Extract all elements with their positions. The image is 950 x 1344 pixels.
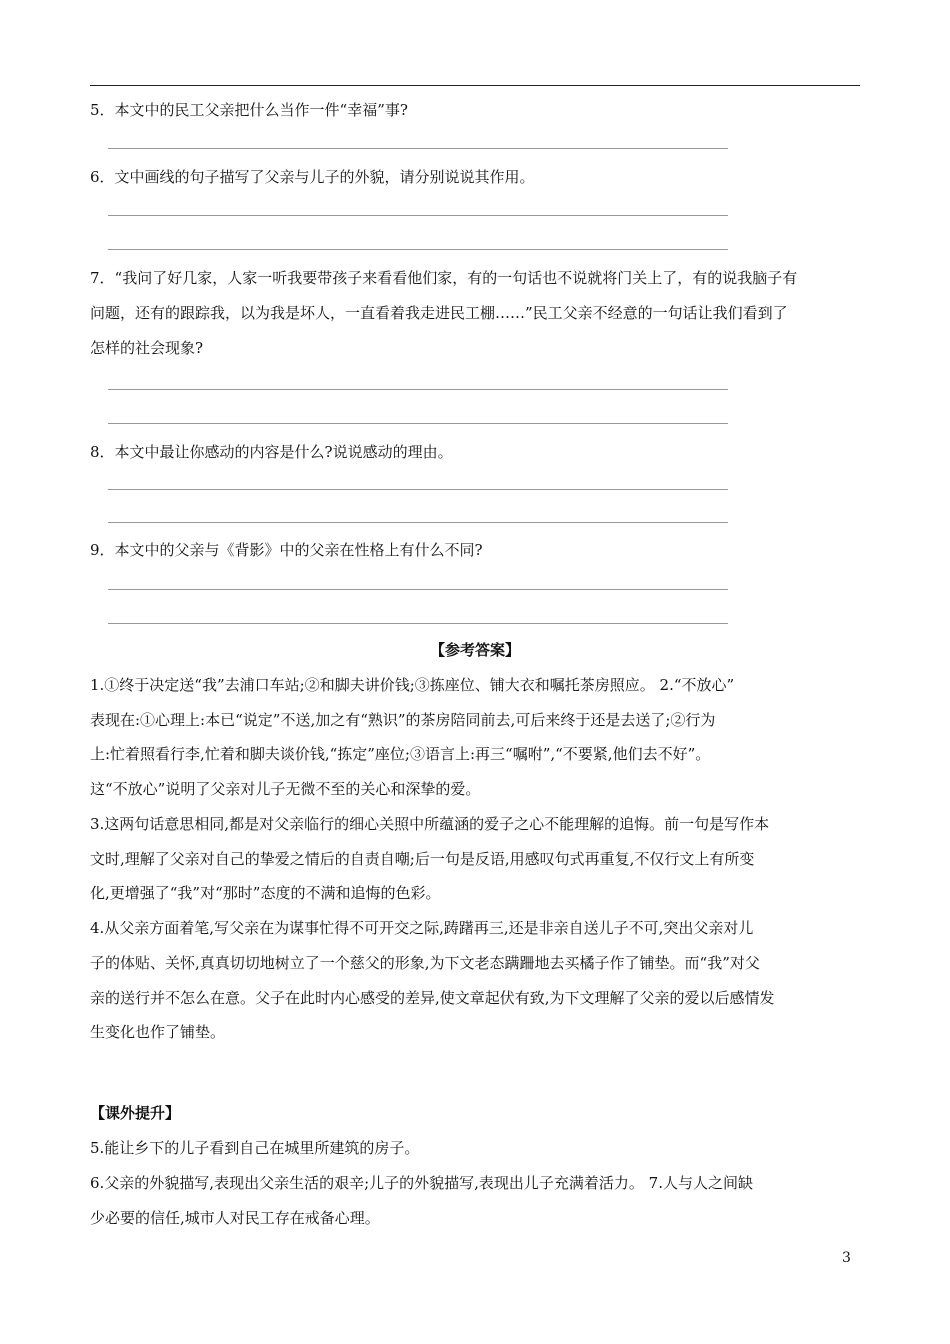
answer-line: [108, 589, 728, 590]
question-6: 6．文中画线的句子描写了父亲与儿子的外貌，请分别说说其作用。: [90, 168, 535, 186]
extra-text-line: 5.能让乡下的儿子看到自己在城里所建筑的房子。: [90, 1139, 420, 1157]
answer-text-line: 化,更增强了“我”对“那时”态度的不满和追悔的色彩。: [90, 884, 441, 902]
answer-text-line: 亲的送行并不怎么在意。父子在此时内心感受的差异,使文章起伏有致,为下文理解了父亲的爱以后感情发: [90, 989, 775, 1007]
answer-line: [108, 522, 728, 523]
answer-text-line: 这“不放心”说明了父亲对儿子无微不至的关心和深挚的爱。: [90, 780, 481, 798]
answer-line: [108, 215, 728, 216]
question-9: 9．本文中的父亲与《背影》中的父亲在性格上有什么不同?: [90, 541, 483, 559]
answer-line: [108, 148, 728, 149]
answer-text-line: 子的体贴、关怀,真真切切地树立了一个慈父的形象,为下文老态蹒跚地去买橘子作了铺垫。而“我”对父: [90, 954, 760, 972]
answer-line: [108, 423, 728, 424]
answer-line: [108, 623, 728, 624]
extra-text-line: 少必要的信任,城市人对民工存在戒备心理。: [90, 1209, 380, 1227]
answer-line: [108, 489, 728, 490]
question-8: 8．本文中最让你感动的内容是什么?说说感动的理由。: [90, 443, 453, 461]
extra-text-line: 6.父亲的外貌描写,表现出父亲生活的艰辛;儿子的外貌描写,表现出儿子充满着活力。 7.人与人之间缺: [90, 1174, 753, 1192]
answer-text-line: 生变化也作了铺垫。: [90, 1023, 226, 1041]
answer-text-line: 4.从父亲方面着笔,写父亲在为谋事忙得不可开交之际,踌躇再三,还是非亲自送儿子不可,突出父亲对儿: [90, 919, 754, 937]
question-7-line-1: 7．“我问了好几家，人家一听我要带孩子来看看他们家，有的一句话也不说就将门关上了，有的说我脑子有: [90, 269, 798, 287]
header-rule: [90, 85, 860, 86]
answer-text-line: 1.①终于决定送“我”去浦口车站;②和脚夫讲价钱;③拣座位、铺大衣和嘱托茶房照应。 2.“不放心”: [90, 676, 735, 694]
answers-heading: 【参考答案】: [429, 641, 520, 659]
answer-text-line: 3.这两句话意思相同,都是对父亲临行的细心关照中所蕴涵的爱子之心不能理解的追悔。前一句是写作本: [90, 815, 770, 833]
answer-text-line: 文时,理解了父亲对自己的挚爱之情后的自责自嘲;后一句是反语,用感叹句式再重复,不仅行文上有所变: [90, 850, 755, 868]
question-7-line-3: 怎样的社会现象?: [90, 339, 204, 357]
answer-line: [108, 389, 728, 390]
answer-text-line: 表现在:①心理上:本已“说定”不送,加之有“熟识”的茶房陪同前去,可后来终于还是去送了;②行为: [90, 711, 716, 729]
extra-heading: 【课外提升】: [90, 1104, 181, 1122]
page-number: 3: [842, 1250, 851, 1266]
answer-line: [108, 249, 728, 250]
question-5: 5．本文中的民工父亲把什么当作一件“幸福”事?: [90, 101, 408, 119]
answer-text-line: 上:忙着照看行李,忙着和脚夫谈价钱,“拣定”座位;③语言上:再三“嘱咐”,“不要紧,他们去不好”。: [90, 745, 711, 763]
question-7-line-2: 问题，还有的跟踪我，以为我是坏人，一直看着我走进民工棚……”民工父亲不经意的一句话让我们看到了: [90, 304, 788, 322]
